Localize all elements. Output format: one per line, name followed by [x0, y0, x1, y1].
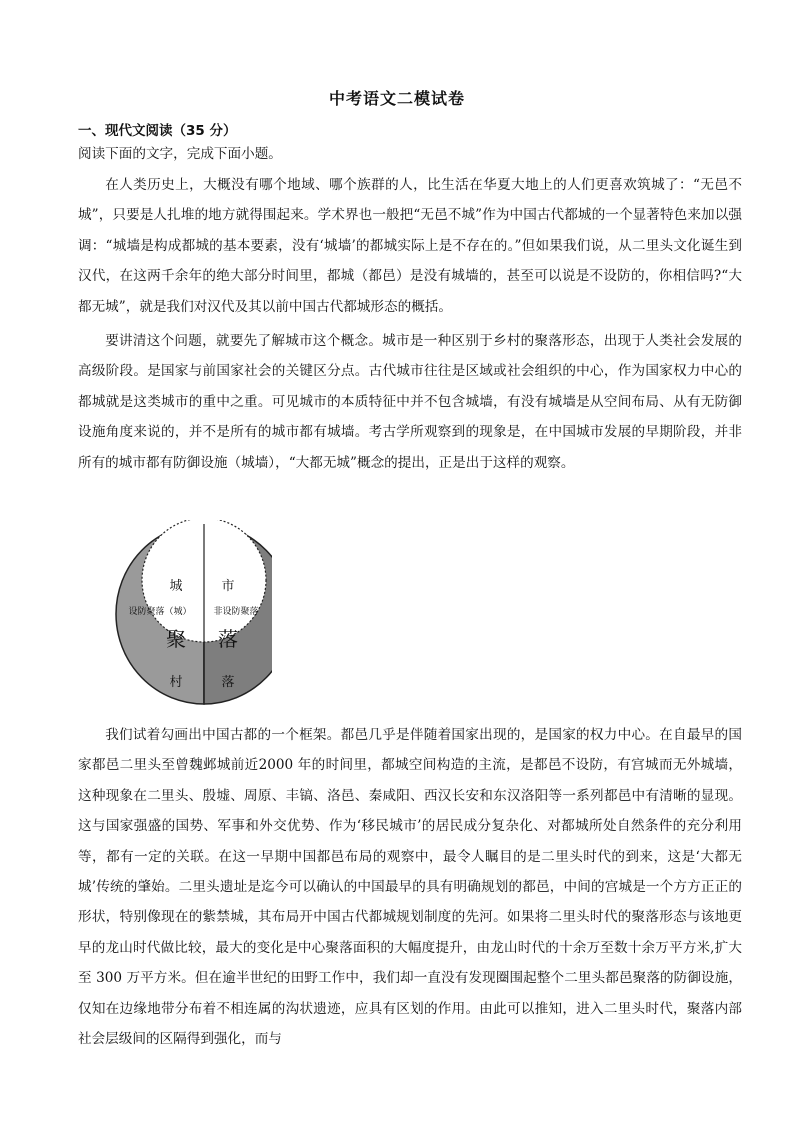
diagram-label-cheng: 城	[169, 579, 183, 594]
diagram-label-fortified: 设防聚落（城）	[128, 607, 192, 617]
paragraph-2-block	[78, 326, 742, 478]
section-heading: 一、现代文阅读（35 分）	[78, 123, 237, 139]
instruction-block	[78, 139, 742, 169]
diagram-label-unfortified: 非设防聚落	[213, 607, 259, 617]
page-title: 中考语文二模试卷	[328, 89, 465, 108]
city-settlement-diagram	[112, 520, 272, 708]
instruction-text: 阅读下面的文字，完成下面小题。	[78, 146, 282, 162]
paragraph-3: 我们试着勾画出中国古都的一个框架。都邑几乎是伴随着国家出现的，是国家的权力中心。在自最早的国家都邑二里头至曾魏邺城前近2000 年的时间里，都城空间构造的主流，是都邑不设防，有宫城而无外城墙，这种现象在二里头、殷墟、周原、丰镐、洛邑、秦咸阳、西汉长安和东汉洛阳等一系列都邑中有清晰的显现。这与国家强盛的国势、军事和外交优势、作为‘移民城市’的居民成分复杂化、对都城所处自然条件的充分利用等，都有一定的关联。在这一早期中国都邑布局的观察中，最令人瞩目的是二里头时代的到来，这是‘大都无城’传统的肇始。二里头遗址是迄今可以确认的中国最早的具有明确规划的都邑，中间的宫城是一个方方正正的形状，特别像现在的紫禁城，其布局开中国古代都城规划制度的先河。如果将二里头时代的聚落形态与该地更早的龙山时代做比较，最大的变化是中心聚落面积的大幅度提升，由龙山时代的十余万至数十余万平方米,扩大至 300 万平方米。但在逾半世纪的田野工作中，我们却一直没有发现圈围起整个二里头都邑聚落的防御设施，仅知在边缘地带分布着不相连属的沟状遗迹，应具有区划的作用。由此可以推知，进入二里头时代，聚落内部社会层级间的区隔得到强化，而与	[78, 727, 742, 1048]
diagram-label-luo2: 落	[221, 675, 235, 690]
paragraph-3-block	[78, 720, 742, 1054]
paragraph-1-block	[78, 170, 742, 322]
paragraph-2: 要讲清这个问题，就要先了解城市这个概念。城市是一种区别于乡村的聚落形态，出现于人类社会发展的高级阶段。是国家与前国家社会的关键区分点。古代城市往往是区域或社会组织的中心，作为国家权力中心的都城就是这类城市的重中之重。可见城市的本质特征中并不包含城墙，有没有城墙是从空间布局、从有无防御设施角度来说的，并不是所有的城市都有城墙。考古学所观察到的现象是，在中国城市发展的早期阶段，并非所有的城市都有防御设施（城墙），“大都无城”概念的提出，正是出于这样的观察。	[78, 333, 742, 471]
paragraph-1: 在人类历史上，大概没有哪个地域、哪个族群的人，比生活在华夏大地上的人们更喜欢筑城了：“无邑不城”，只要是人扎堆的地方就得围起来。学术界也一般把“无邑不城”作为中国古代都城的一个显著特色来加以强调：“城墙是构成都城的基本要素，没有‘城墙’的都城实际上是不存在的。”但如果我们说，从二里头文化诞生到汉代，在这两千余年的绝大部分时间里，都城（都邑）是没有城墙的，甚至可以说是不设防的，你相信吗?“大都无城”，就是我们对汉代及其以前中国古代都城形态的概括。	[78, 177, 742, 315]
diagram-label-luo: 落	[218, 627, 238, 651]
diagram-label-ju: 聚	[166, 627, 186, 651]
diagram-label-shi: 市	[221, 579, 235, 594]
diagram-label-cun: 村	[169, 675, 183, 690]
